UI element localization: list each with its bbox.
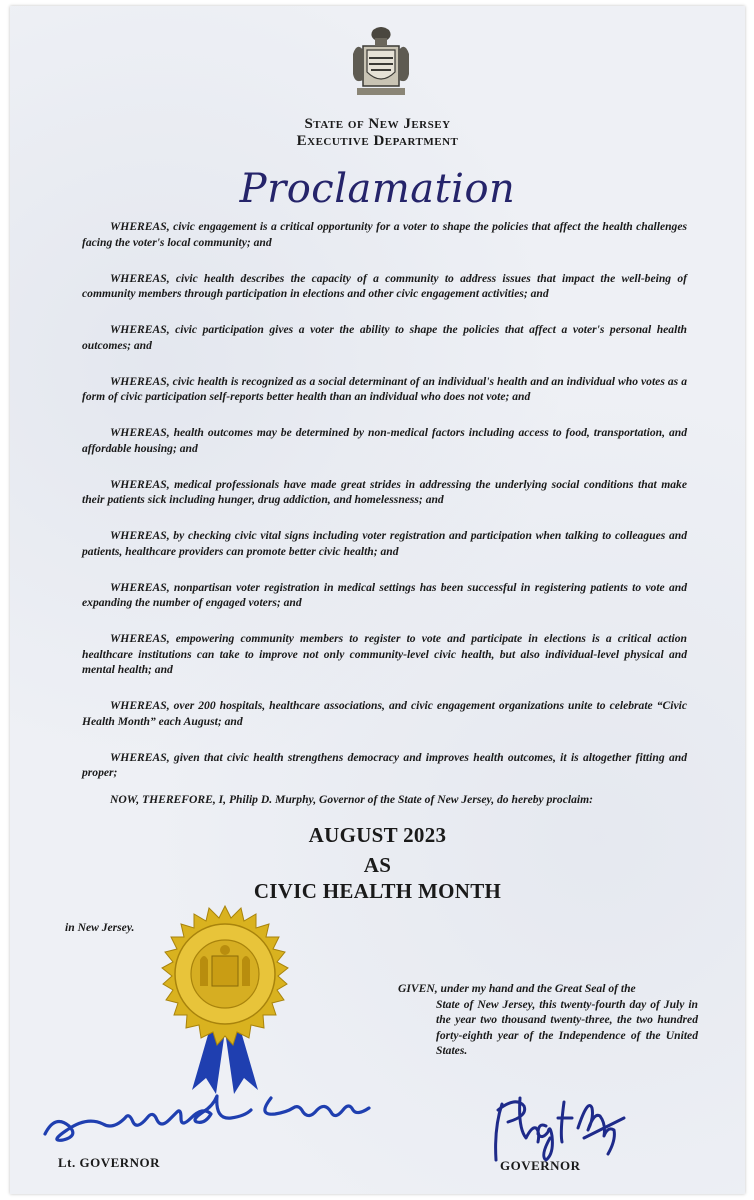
now-therefore-statement: NOW, THEREFORE, I, Philip D. Murphy, Governor of the State of New Jersey, do hereby proclaim: — [110, 793, 593, 806]
whereas-clause: WHEREAS, medical professionals have made great strides in addressing the underlying social conditions that make their patients sick including hunger, drug addiction, and homelessness; and — [82, 477, 687, 506]
in-state-text: in New Jersey. — [65, 921, 135, 934]
governor-signature-icon — [480, 1088, 630, 1168]
whereas-clause: WHEREAS, civic participation gives a voter the ability to shape the policies that affect a voter's personal health outcomes; and — [82, 323, 687, 352]
given-statement — [398, 981, 698, 1059]
whereas-clause: WHEREAS, given that civic health strengthens democracy and improves health outcomes, it is altogether fitting and proper; — [82, 750, 687, 779]
given-first-line: GIVEN, under my hand and the Great Seal of the — [398, 982, 636, 995]
whereas-clause: WHEREAS, nonpartisan voter registration in medical settings has been successful in registering patients to vote and expanding the number of engaged voters; and — [82, 580, 687, 609]
whereas-clauses — [82, 219, 687, 801]
state-crest-icon — [349, 24, 413, 100]
lt-governor-label: Lt. GOVERNOR — [58, 1155, 161, 1170]
proclaimed-as: AS — [363, 853, 392, 877]
department-heading: Executive Department — [296, 133, 459, 149]
whereas-clause: WHEREAS, civic health is recognized as a social determinant of an individual's health and an individual who votes as a form of civic participation self-reports better health than an individual who does not vote; and — [82, 374, 687, 403]
whereas-clause: WHEREAS, civic health describes the capacity of a community to address issues that impact the well-being of community members through participation in elections and other civic engagement activities; and — [82, 271, 687, 300]
state-heading: State of New Jersey — [304, 116, 451, 132]
proclaimed-observance: CIVIC HEALTH MONTH — [253, 879, 502, 903]
given-body: State of New Jersey, this twenty-fourth day of July in the year two thousand twenty-three, the two hundred forty-eighth year of the Independence of the United States. — [436, 997, 698, 1057]
proclamation-document — [10, 6, 745, 1194]
lt-governor-signature-icon — [35, 1094, 390, 1154]
proclaimed-date: AUGUST 2023 — [308, 823, 447, 847]
whereas-clause: WHEREAS, by checking civic vital signs including voter registration and participation when talking to colleagues and patients, healthcare providers can promote better civic health; and — [82, 529, 687, 558]
governor-label: GOVERNOR — [500, 1158, 581, 1173]
whereas-clause: WHEREAS, civic engagement is a critical opportunity for a voter to shape the policies that affect the health challenges facing the voter's local community; and — [82, 220, 687, 249]
document-title: Proclamation — [239, 166, 516, 212]
great-seal-icon — [140, 898, 310, 1098]
whereas-clause: WHEREAS, over 200 hospitals, healthcare associations, and civic engagement organizations unite to celebrate “Civic Health Month” each August; and — [82, 699, 687, 728]
whereas-clause: WHEREAS, health outcomes may be determined by non-medical factors including access to food, transportation, and affordable housing; and — [82, 426, 687, 455]
whereas-clause: WHEREAS, empowering community members to register to vote and participate in elections is a critical action healthcare institutions can take to improve not only community-level civic health, but also individual-level physical and mental health; and — [82, 632, 687, 676]
